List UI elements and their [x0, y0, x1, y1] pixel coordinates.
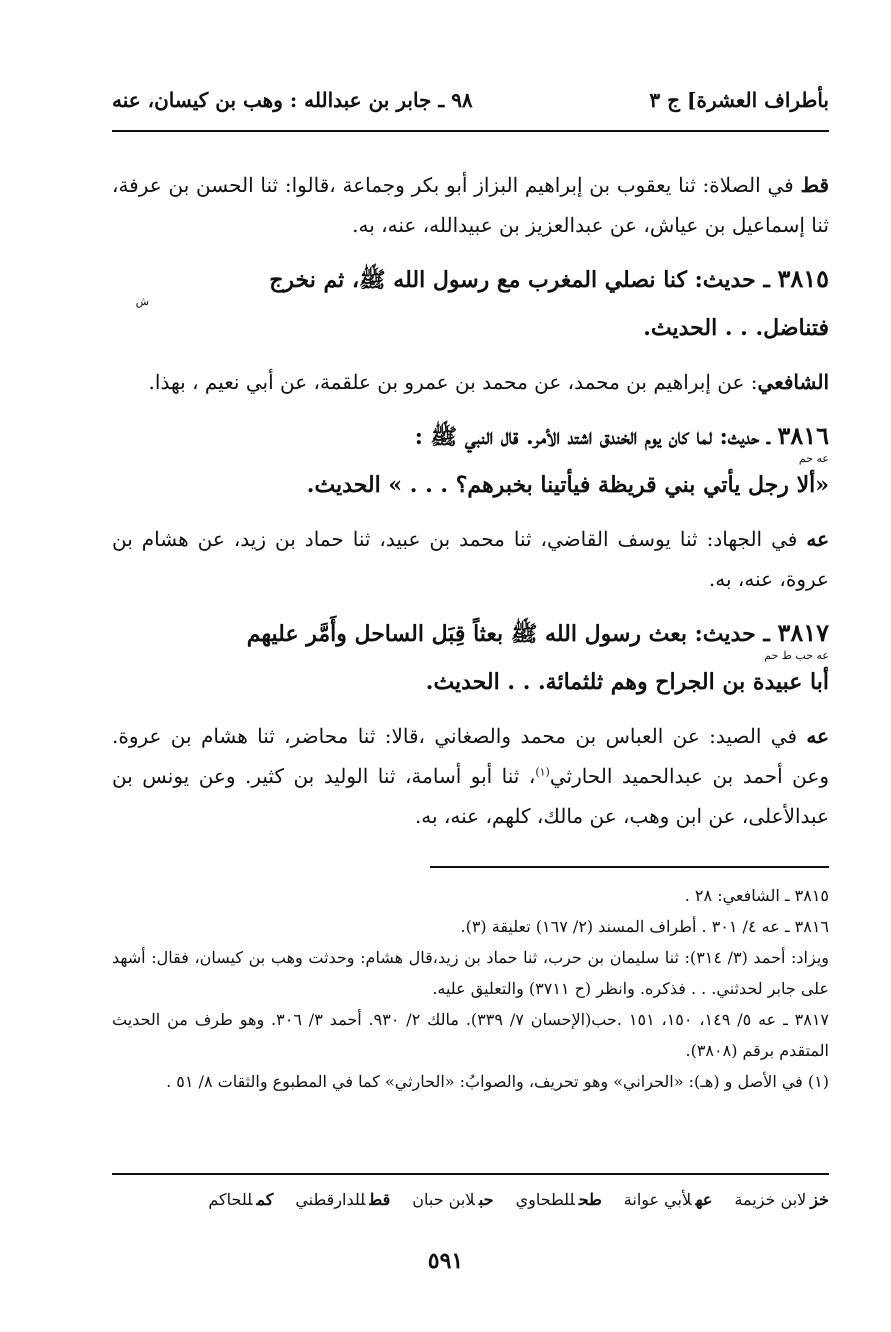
hadith-text: ـ حديث: كنا نصلي المغرب مع رسول الله ﷺ، ثم نخرج: [269, 267, 778, 293]
source-abbr: عه: [806, 724, 829, 748]
abbreviation-legend: [112, 1190, 829, 1209]
hadith-text-cont: «ألا رجل يأتي بني قريظة فيأتينا بخبرهم؟ . . . » الحديث.: [306, 472, 829, 498]
legend-item: [516, 1190, 602, 1209]
hadith-3815: [112, 259, 829, 348]
footnote-marker[interactable]: (١): [535, 765, 550, 779]
paragraph-text: في الصيد: عن العباس بن محمد والصغاني ،قالا: ثنا محاضر، ثنا هشام بن عروة. وعن أحمد بن عبدالحميد الحارثي: [112, 724, 829, 788]
legend-abbr: حب: [478, 1190, 494, 1209]
legend-divider: [112, 1173, 829, 1175]
footnote-divider: [430, 866, 829, 868]
paragraph-text-cont: ، ثنا أبو أسامة، ثنا الوليد بن كثير. وعن يونس بن عبدالأعلى، عن ابن وهب، عن مالك، كلهم، عنه، به.: [112, 764, 829, 828]
header-book-title: بأطراف العشرة] ج ٣: [649, 88, 829, 112]
footnote-3815: ٣٨١٥ ـ الشافعي: ٢٨ .: [684, 886, 829, 905]
paragraph-abu-awana-sayd: [112, 716, 829, 836]
paragraph-text: في الجهاد: ثنا يوسف القاضي، ثنا محمد بن عبيد، ثنا حماد بن زيد، عن هشام بن عروة، عنه، به.: [112, 527, 829, 591]
header-chapter-title: ٩٨ ـ جابر بن عبدالله : وهب بن كيسان، عنه: [112, 88, 473, 112]
hadith-number: ٣٨١٥: [777, 264, 829, 293]
legend-abbr: كم: [256, 1190, 274, 1209]
source-marks: ش: [135, 295, 149, 308]
source-marks: عه حم: [798, 452, 829, 465]
footnote-3816: ٣٨١٦ ـ عه ٤/ ٣٠١ . أطراف المسند (٢/ ١٦٧) تعليقة (٣).: [460, 917, 829, 936]
legend-abbr: طح: [578, 1190, 602, 1209]
paragraph-daraqutni: [112, 165, 829, 245]
legend-item: [412, 1190, 493, 1209]
paragraph-text: : عن إبراهيم بن محمد، عن محمد بن عمرو بن علقمة، عن أبي نعيم ، بهذا.: [148, 370, 758, 394]
legend-name: لابن حبان: [412, 1190, 475, 1209]
legend-abbr: عه: [695, 1190, 713, 1209]
page-number: ٥٩١: [427, 1248, 464, 1274]
legend-abbr: خز: [810, 1190, 829, 1209]
source-abbr: الشافعي: [757, 370, 829, 394]
hadith-number: ٣٨١٦: [777, 421, 829, 450]
hadith-3816: [112, 416, 829, 505]
legend-name: للدارقطني: [295, 1190, 366, 1209]
running-header: [112, 80, 829, 120]
hadith-text: ـ حديث: بعث رسول الله ﷺ بعثاً قِبَل الساحل وأَمَّر عليهم: [246, 621, 778, 647]
paragraph-text: في الصلاة: ثنا يعقوب بن إبراهيم البزاز أبو بكر وجماعة ،قالوا: ثنا الحسن بن عرفة، ثنا إسماعيل بن عياش، عن عبدالعزيز بن عبيدالله، عنه، به.: [112, 173, 829, 237]
hadith-3817: [112, 613, 829, 702]
footnote-3816-addition: ويزاد: أحمد (٣/ ٣١٤): ثنا سليمان بن حرب، ثنا حماد بن زيد،قال هشام: وحدثت وهب بن كيسان، فقال: أشهد على جابر لحدثني. . . فذكره. وانظر (ح ٣٧١١) والتعليق عليه.: [112, 948, 830, 998]
hadith-text: ـ حديث: لما كان يوم الخندق اشتد الأمر. قال النبي ﷺ :: [414, 424, 778, 450]
footnote-1: (١) في الأصل و (هـ): «الحراني» وهو تحريف، والصوابُ: «الحارثي» كما في المطبوع والثقات ٨/ ٥١ .: [166, 1072, 829, 1091]
hadith-text-cont: فتناضل. . . الحديث.: [643, 315, 829, 341]
legend-name: لأبي عوانة: [623, 1190, 692, 1209]
paragraph-shafii: [112, 362, 829, 402]
source-abbr: قط: [800, 173, 829, 197]
legend-name: للحاكم: [208, 1190, 253, 1209]
header-divider: [112, 130, 829, 132]
hadith-text-cont: أبا عبيدة بن الجراح وهم ثلثمائة. . . الحديث.: [425, 669, 829, 695]
legend-item: [734, 1190, 829, 1209]
legend-item: [295, 1190, 390, 1209]
legend-item: [624, 1190, 713, 1209]
footnote-3817: ٣٨١٧ ـ عه ٥/ ١٤٩، ١٥٠، ١٥١ .حب(الإحسان ٧/ ٣٣٩). مالك ٢/ ٩٣٠. أحمد ٣/ ٣٠٦. وهو طرف من الحديث المتقدم برقم (٣٨٠٨).: [112, 1010, 830, 1060]
source-abbr: عه: [806, 527, 829, 551]
source-marks: عه حب ط حم: [764, 649, 829, 662]
legend-name: للطحاوي: [515, 1190, 575, 1209]
hadith-number: ٣٨١٧: [777, 618, 829, 647]
main-text: [112, 165, 829, 850]
legend-name: لابن خزيمة: [734, 1190, 807, 1209]
paragraph-abu-awana-jihad: [112, 519, 829, 599]
footnotes: [112, 880, 829, 1097]
legend-abbr: قط: [369, 1190, 391, 1209]
legend-item: [208, 1190, 273, 1209]
